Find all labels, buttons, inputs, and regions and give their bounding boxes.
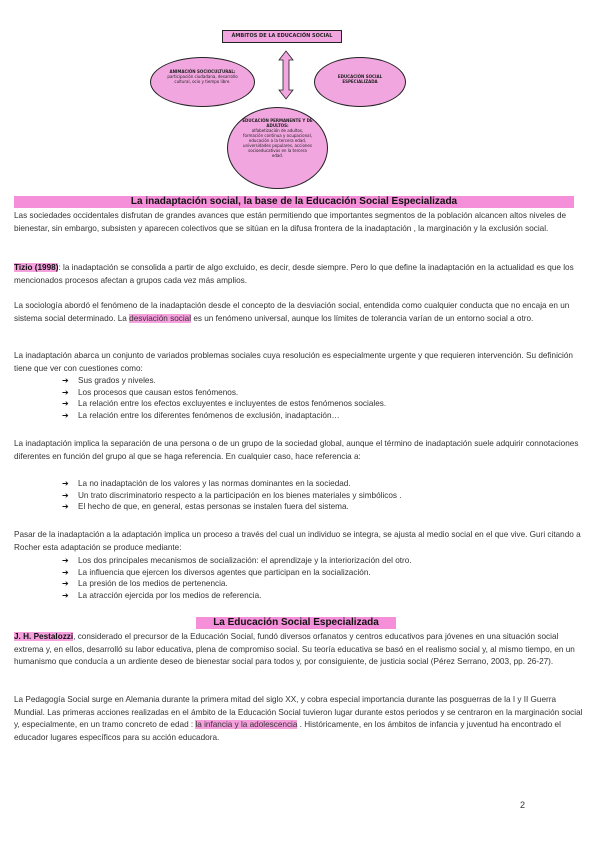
diagram-title: ÁMBITOS DE LA EDUCACIÓN SOCIAL [222, 30, 342, 43]
list-cuestiones [62, 375, 562, 422]
author-tizio: Tizio (1998) [14, 263, 59, 272]
paragraph-tizio-text: : la inadaptación se consolida a partir de algo excluido, es decir, desde siempre. Pero lo que define la inadaptación en la actualidad es que los mencionados procesos afectan a grupos cada vez más amplios. [14, 263, 574, 285]
paragraph-sociologia [14, 300, 584, 325]
list-item: ➔ Un trato discriminatorio respecto a la participación en los bienes materiales y simbólicos . [62, 490, 402, 500]
education-areas-diagram [0, 0, 600, 190]
paragraph-sociologia-b: es un fenómeno universal, aunque los límites de tolerancia varían de un entorno social a otro. [191, 313, 534, 323]
right-arrow-icon: ➔ [62, 479, 69, 488]
highlight-infancia-adolescencia: la infancia y la adolescencia [195, 720, 298, 729]
paragraph-pedagogia-a: La Pedagogía Social surge en Alemania durante la primera mitad del siglo XX, y cobra especial importancia durante las posguerras de la I y II Guerra Mundial. Las primeras acciones realizadas en el ámbito de la Educación Social tuvieron lugar durante estos periodos y se centraron en la marginación social y, especialmente, en un tramo concreto de edad : [14, 695, 583, 729]
list-item: ➔ La presión de los medios de pertenencia. [62, 579, 228, 589]
paragraph-sociologia-a: La sociología abordó el fenómeno de la inadaptación desde el concepto de la desviación social, entendida como cualquier conducta que no encaja en un sistema social determinado. La [14, 301, 570, 323]
right-arrow-icon: ➔ [62, 387, 69, 397]
highlight-desviacion-social: desviación social [129, 313, 192, 323]
list-item: ➔ El hecho de que, en general, estas personas se instalen fuera del sistema. [62, 502, 349, 512]
list-item: ➔ La relación entre los diferentes fenómenos de exclusión, inadaptación… [62, 411, 340, 421]
paragraph-pestalozzi-text: , considerado el precursor de la Educación Social, fundó diversos orfanatos y centros educativos para jóvenes en una situación social extrema y, en ellos, desarrolló su labor educativa, plena de compromiso social. Su teoría educativa se basó en el realismo social y, al mismo tiempo, en un humanismo que conducía a un ardiente deseo de bienestar social para todos y, por consiguiente, de justicia social (Pérez Serrano, 2003, pp. 26-27). [14, 632, 575, 666]
list-mecanismos [62, 555, 562, 602]
ellipse-educacion-especializada [314, 57, 406, 107]
page-number: 2 [520, 800, 526, 810]
double-arrow-icon [278, 50, 294, 100]
ellipse-left-text: participación ciudadana, desarrollo cultural, ocio y tiempo libre. [167, 74, 238, 84]
paragraph-inadaptacion-abarca: La inadaptación abarca un conjunto de variados problemas sociales cuya resolución es especialmente urgente y que requieren intervención. Su definición tiene que ver con cuestiones como: [14, 351, 573, 373]
right-arrow-icon: ➔ [62, 376, 69, 385]
list-item: ➔ Los dos principales mecanismos de socialización: el aprendizaje y la interiorización del otro. [62, 556, 412, 565]
list-item: ➔ La relación entre los efectos excluyentes e incluyentes de estos fenómenos sociales. [62, 399, 387, 409]
paragraph-tizio [14, 262, 584, 287]
right-arrow-icon: ➔ [62, 399, 69, 409]
paragraph-separacion: La inadaptación implica la separación de una persona o de un grupo de la sociedad global, aunque el término de inadaptación suele adquirir connotaciones diferentes en función del grupo al que se haga referencia. En cualquier caso, hace referencia a: [14, 439, 579, 461]
paragraph-adaptacion: Pasar de la inadaptación a la adaptación implica un proceso a través del cual un individuo se integra, se ajusta al medio social en el que vive. Guri citando a Rocher esta adaptación se produce mediante: [14, 530, 581, 552]
section-heading-educacion-especializada: La Educación Social Especializada [196, 617, 396, 629]
right-arrow-icon: ➔ [62, 556, 69, 565]
ellipse-left-heading: ANIMACIÓN SOCIOCULTURAL: [169, 69, 236, 74]
list-item: ➔ Sus grados y niveles. [62, 376, 156, 385]
author-pestalozzi: J. H. Pestalozzi [14, 632, 74, 641]
right-arrow-icon: ➔ [62, 502, 69, 512]
list-referencia [62, 478, 562, 513]
right-arrow-icon: ➔ [62, 411, 69, 421]
list-item: ➔ La no inadaptación de los valores y las normas dominantes en la sociedad. [62, 479, 351, 488]
ellipse-animacion-sociocultural [150, 57, 255, 107]
list-item: ➔ La influencia que ejercen los diversos agentes que participan en la socialización. [62, 567, 371, 577]
paragraph-pestalozzi [14, 631, 584, 669]
right-arrow-icon: ➔ [62, 490, 69, 500]
list-item: ➔ La atracción ejercida por los medios de referencia. [62, 591, 262, 601]
right-arrow-icon: ➔ [62, 567, 69, 577]
paragraph-pedagogia-social [14, 694, 584, 744]
right-arrow-icon: ➔ [62, 591, 69, 601]
paragraph-intro: Las sociedades occidentales disfrutan de grandes avances que están permitiendo que importantes segmentos de la población alcancen altos niveles de bienestar, sin embargo, subsisten y aparecen colectivos que se sitúan en la difusa frontera de la inadaptación , la marginación y la exclusión social. [14, 211, 567, 233]
ellipse-bottom-text: alfabetización de adultos, formación continua y ocupacional, educación a la tercera edad, universidades populares, acciones socioeducativas en la tercera edad. [243, 128, 312, 158]
ellipse-right-heading: EDUCACIÓN SOCIAL ESPECIALIZADA [337, 74, 383, 84]
section-heading-inadaptacion: La inadaptación social, la base de la Educación Social Especializada [14, 196, 574, 208]
right-arrow-icon: ➔ [62, 579, 69, 589]
ellipse-educacion-permanente [227, 107, 328, 189]
ellipse-bottom-heading: EDUCACIÓN PERMANENTE Y DE ADULTOS: [242, 118, 313, 128]
list-item: ➔ Los procesos que causan estos fenómenos. [62, 387, 239, 397]
paragraph-pedagogia-b: . Históricamente, en los ámbitos de infancia y juventud ha encontrado el educador lugares específicos para su acción educadora. [14, 720, 561, 742]
